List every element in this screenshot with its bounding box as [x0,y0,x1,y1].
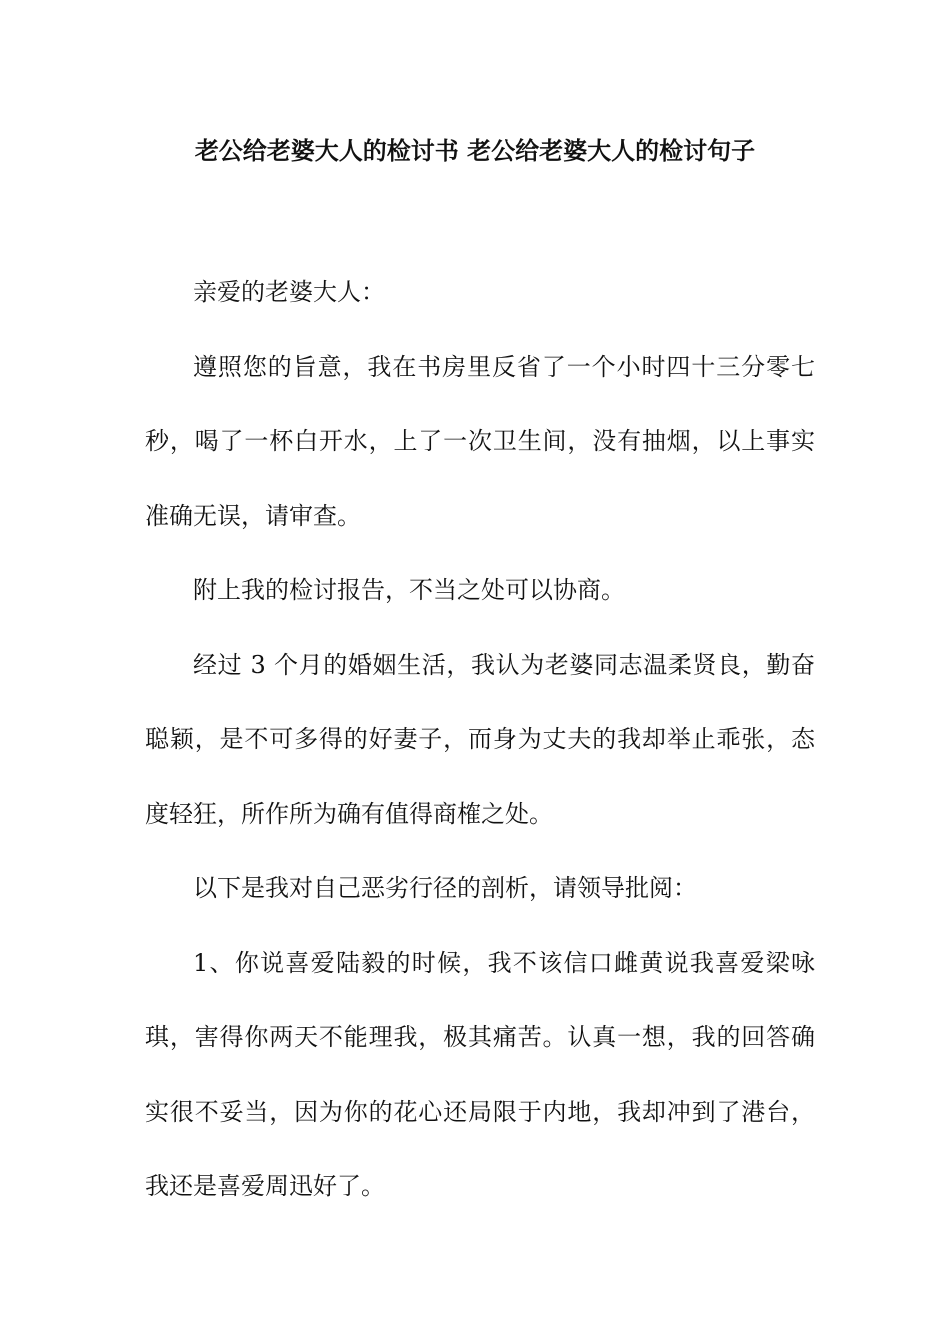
document-title: 老公给老婆大人的检讨书 老公给老婆大人的检讨句子 [194,137,756,165]
body-paragraph: 遵照您的旨意，我在书房里反省了一个小时四十三分零七秒，喝了一杯白开水，上了一次卫生间，没有抽烟，以上事实准确无误，请审查。 [145,352,815,530]
salutation-paragraph: 亲爱的老婆大人： [193,278,385,306]
body-paragraph: 经过 3 个月的婚姻生活，我认为老婆同志温柔贤良，勤奋聪颖，是不可多得的好妻子，而身为丈夫的我却举止乖张，态度轻狂，所作所为确有值得商榷之处。 [145,650,815,828]
body-paragraph: 附上我的检讨报告，不当之处可以协商。 [193,576,625,604]
body-paragraph: 以下是我对自己恶劣行径的剖析，请领导批阅： [193,874,697,902]
list-item-paragraph: 1、你说喜爱陆毅的时候，我不该信口雌黄说我喜爱梁咏琪，害得你两天不能理我，极其痛苦。认真一想，我的回答确实很不妥当，因为你的花心还局限于内地，我却冲到了港台，我还是喜爱周迅好了。 [145,948,815,1200]
document-body [145,255,815,1224]
